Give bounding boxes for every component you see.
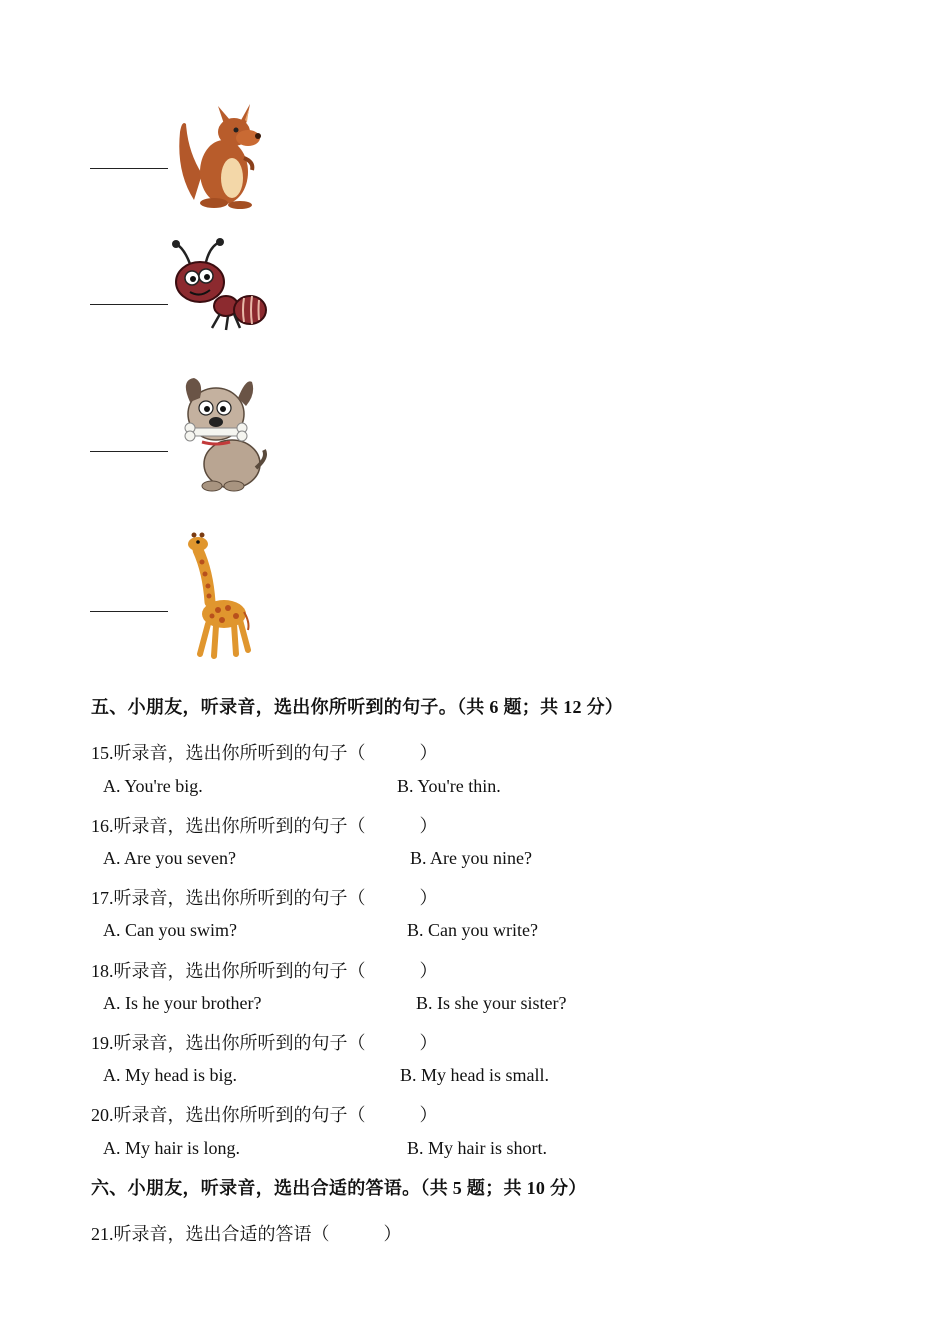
q15-option-b[interactable]: B. You're thin. bbox=[397, 776, 501, 796]
q20-option-b[interactable]: B. My hair is short. bbox=[407, 1138, 548, 1158]
q20-option-a[interactable]: A. My hair is long. bbox=[103, 1138, 240, 1158]
question-15: 15.听录音，选出你所听到的句子（ ） bbox=[91, 743, 438, 763]
ant-image bbox=[170, 236, 268, 334]
question-17: 17.听录音，选出你所听到的句子（ ） bbox=[91, 888, 438, 908]
q16-option-b[interactable]: B. Are you nine? bbox=[410, 848, 532, 868]
q19-option-b[interactable]: B. My head is small. bbox=[400, 1065, 549, 1085]
answer-blank-3[interactable] bbox=[90, 451, 168, 452]
q19-option-a[interactable]: A. My head is big. bbox=[103, 1065, 237, 1085]
q17-option-a[interactable]: A. Can you swim? bbox=[103, 920, 237, 940]
q18-option-a[interactable]: A. Is he your brother? bbox=[103, 993, 262, 1013]
q17-option-b[interactable]: B. Can you write? bbox=[407, 920, 538, 940]
section-5-title: 五、小朋友，听录音，选出你所听到的句子。（共 6 题；共 12 分） bbox=[91, 697, 624, 717]
q16-option-a[interactable]: A. Are you seven? bbox=[103, 848, 236, 868]
q18-option-b[interactable]: B. Is she your sister? bbox=[416, 993, 567, 1013]
dog-image bbox=[176, 372, 268, 492]
question-18: 18.听录音，选出你所听到的句子（ ） bbox=[91, 961, 438, 981]
answer-blank-1[interactable] bbox=[90, 168, 168, 169]
question-20: 20.听录音，选出你所听到的句子（ ） bbox=[91, 1105, 438, 1125]
q15-option-a[interactable]: A. You're big. bbox=[103, 776, 203, 796]
question-16: 16.听录音，选出你所听到的句子（ ） bbox=[91, 816, 438, 836]
question-19: 19.听录音，选出你所听到的句子（ ） bbox=[91, 1033, 438, 1053]
kangaroo-image bbox=[172, 102, 266, 210]
question-21: 21.听录音，选出合适的答语（ ） bbox=[91, 1224, 402, 1244]
giraffe-image bbox=[178, 532, 252, 662]
answer-blank-2[interactable] bbox=[90, 304, 168, 305]
section-6-title: 六、小朋友，听录音，选出合适的答语。（共 5 题；共 10 分） bbox=[91, 1178, 587, 1198]
answer-blank-4[interactable] bbox=[90, 611, 168, 612]
